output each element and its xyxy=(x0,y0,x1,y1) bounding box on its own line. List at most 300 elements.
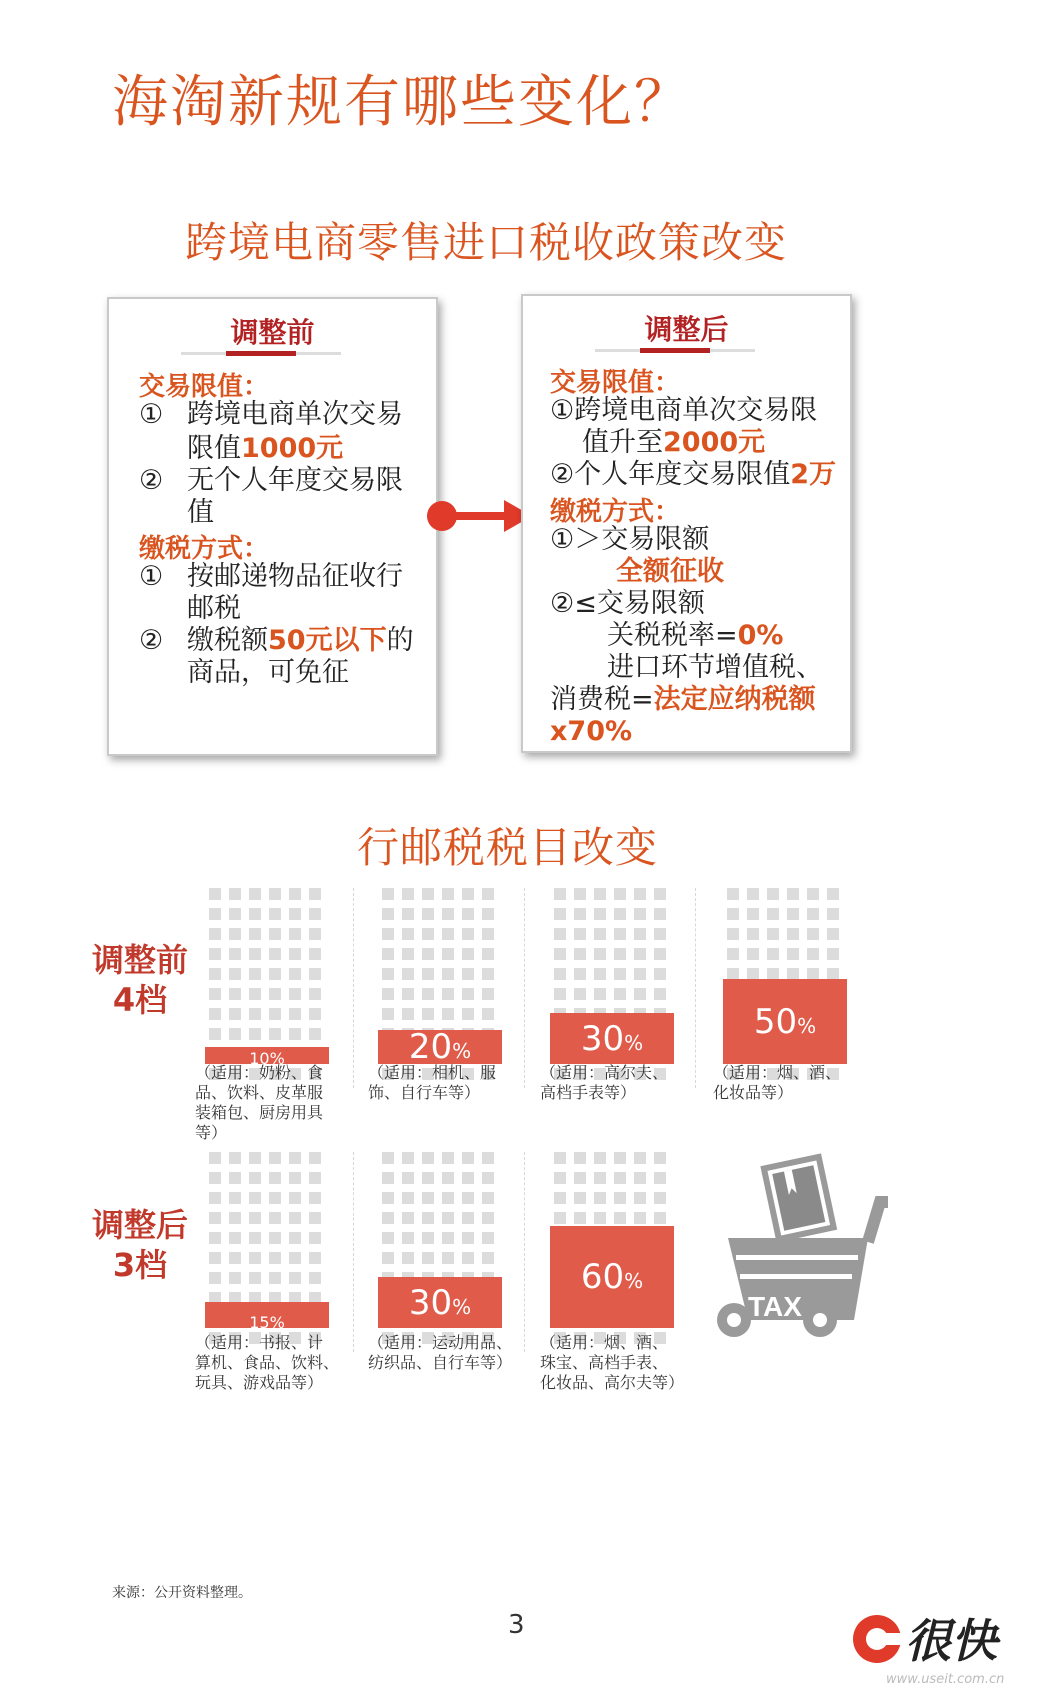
grid-cell xyxy=(634,908,646,920)
grid-cell xyxy=(249,1212,261,1224)
divider xyxy=(524,1152,525,1352)
grid-cell xyxy=(422,1192,434,1204)
grid-cell xyxy=(402,908,414,920)
grid-cell xyxy=(402,1192,414,1204)
grid-cell xyxy=(482,1192,494,1204)
tier-note: （适用：运动用品、 纺织品、自行车等） xyxy=(368,1333,513,1372)
after-tax-item-2: ②≤交易限额 xyxy=(550,588,705,619)
grid-cell xyxy=(787,908,799,920)
before-limit-label: 交易限值： xyxy=(139,372,270,402)
grid-cell xyxy=(614,1152,626,1164)
after-vat-line-2: 消费税=法定应纳税额 xyxy=(550,684,816,715)
grid-cell xyxy=(614,1192,626,1204)
tier-rate-label: 60% xyxy=(580,1257,644,1297)
grid-cell xyxy=(289,1192,301,1204)
grid-cell xyxy=(269,928,281,940)
before-limit-item-1: ① 跨境电商单次交易 xyxy=(139,399,403,430)
grid-cell xyxy=(382,1192,394,1204)
grid-cell xyxy=(382,928,394,940)
grid-cell xyxy=(462,988,474,1000)
tier-grid xyxy=(205,1152,329,1332)
after-vat-line-3: x70% xyxy=(550,716,633,747)
grid-cell xyxy=(229,1232,241,1244)
grid-cell xyxy=(422,948,434,960)
grid-cell xyxy=(249,908,261,920)
grid-cell xyxy=(249,1252,261,1264)
grid-cell xyxy=(382,988,394,1000)
grid-cell xyxy=(594,1152,606,1164)
after-year-limit-value: 2万 xyxy=(790,459,837,490)
grid-cell xyxy=(807,908,819,920)
before-tax-item-1: ① 按邮递物品征收行 xyxy=(139,561,403,592)
grid-cell xyxy=(209,1192,221,1204)
grid-cell xyxy=(249,948,261,960)
grid-cell xyxy=(574,928,586,940)
grid-cell xyxy=(402,968,414,980)
before-box-rule xyxy=(181,352,341,355)
grid-cell xyxy=(614,948,626,960)
grid-cell xyxy=(229,1028,241,1040)
grid-cell xyxy=(634,928,646,940)
grid-cell xyxy=(482,1252,494,1264)
grid-cell xyxy=(402,928,414,940)
grid-cell xyxy=(422,928,434,940)
grid-cell xyxy=(442,888,454,900)
before-tax-label: 缴税方式： xyxy=(139,534,270,564)
tier-grid xyxy=(723,888,847,1064)
grid-cell xyxy=(482,1212,494,1224)
grid-cell xyxy=(249,1172,261,1184)
grid-cell xyxy=(747,948,759,960)
grid-cell xyxy=(249,988,261,1000)
grid-cell xyxy=(209,1212,221,1224)
grid-cell xyxy=(422,1152,434,1164)
grid-cell xyxy=(309,1028,321,1040)
grid-cell xyxy=(594,988,606,1000)
grid-cell xyxy=(574,1192,586,1204)
grid-cell xyxy=(289,988,301,1000)
divider xyxy=(695,888,696,1088)
grid-cell xyxy=(482,1172,494,1184)
grid-cell xyxy=(787,888,799,900)
grid-cell xyxy=(574,968,586,980)
grid-cell xyxy=(767,928,779,940)
grid-cell xyxy=(249,1028,261,1040)
grid-cell xyxy=(727,928,739,940)
grid-cell xyxy=(634,988,646,1000)
tax-cart-icon xyxy=(708,1150,893,1350)
grid-cell xyxy=(422,988,434,1000)
grid-cell xyxy=(402,1172,414,1184)
grid-cell xyxy=(482,988,494,1000)
grid-cell xyxy=(229,1192,241,1204)
grid-cell xyxy=(442,948,454,960)
grid-cell xyxy=(249,1008,261,1020)
grid-cell xyxy=(309,1008,321,1020)
before-limit-item-2: ② 无个人年度交易限 xyxy=(139,465,403,496)
grid-cell xyxy=(462,1152,474,1164)
policy-heading: 跨境电商零售进口税收政策改变 xyxy=(185,218,788,267)
grid-cell xyxy=(382,948,394,960)
grid-cell xyxy=(249,1272,261,1284)
grid-cell xyxy=(209,968,221,980)
grid-cell xyxy=(482,948,494,960)
grid-cell xyxy=(614,968,626,980)
grid-cell xyxy=(574,1152,586,1164)
tier-note: （适用：高尔夫、 高档手表等） xyxy=(540,1063,669,1102)
grid-cell xyxy=(289,1272,301,1284)
grid-cell xyxy=(442,1192,454,1204)
grid-cell xyxy=(309,968,321,980)
grid-cell xyxy=(309,1232,321,1244)
grid-cell xyxy=(654,968,666,980)
tier-rate-label: 10% xyxy=(249,1049,285,1068)
grid-cell xyxy=(422,1212,434,1224)
grid-cell xyxy=(654,1192,666,1204)
grid-cell xyxy=(309,1172,321,1184)
grid-cell xyxy=(554,968,566,980)
grid-cell xyxy=(289,1252,301,1264)
grid-cell xyxy=(767,888,779,900)
grid-cell xyxy=(482,1152,494,1164)
grid-cell xyxy=(654,888,666,900)
grid-cell xyxy=(442,1252,454,1264)
grid-cell xyxy=(289,928,301,940)
page-number: 3 xyxy=(508,1610,525,1640)
tier-note: （适用：书报、计 算机、食品、饮料、 玩具、游戏品等） xyxy=(195,1333,340,1392)
tier-grid xyxy=(378,888,502,1067)
tier-grid xyxy=(205,888,329,1068)
grid-cell xyxy=(229,988,241,1000)
grid-cell xyxy=(209,1252,221,1264)
before-tax-item-1-cont: 邮税 xyxy=(187,593,241,624)
grid-cell xyxy=(229,1008,241,1020)
grid-cell xyxy=(229,948,241,960)
after-tax-item-1: ①＞交易限额 xyxy=(550,524,710,555)
grid-cell xyxy=(229,1172,241,1184)
grid-cell xyxy=(807,888,819,900)
grid-cell xyxy=(727,908,739,920)
grid-cell xyxy=(422,908,434,920)
grid-cell xyxy=(614,928,626,940)
grid-cell xyxy=(442,1232,454,1244)
divider xyxy=(524,888,525,1088)
after-vat-line-1: 进口环节增值税、 xyxy=(607,652,823,683)
grid-cell xyxy=(807,948,819,960)
grid-cell xyxy=(382,1172,394,1184)
grid-cell xyxy=(482,908,494,920)
grid-cell xyxy=(827,948,839,960)
grid-cell xyxy=(422,888,434,900)
grid-cell xyxy=(442,1152,454,1164)
grid-cell xyxy=(787,928,799,940)
tier-rate-label: 15% xyxy=(249,1313,285,1332)
grid-cell xyxy=(442,928,454,940)
grid-cell xyxy=(309,908,321,920)
after-box-title: 调整后 xyxy=(644,313,729,346)
divider xyxy=(353,1152,354,1352)
grid-cell xyxy=(309,1272,321,1284)
grid-cell xyxy=(462,1008,474,1020)
grid-cell xyxy=(269,1252,281,1264)
grid-cell xyxy=(249,1192,261,1204)
grid-cell xyxy=(727,948,739,960)
grid-cell xyxy=(827,888,839,900)
grid-cell xyxy=(229,1152,241,1164)
after-tax-label: 缴税方式： xyxy=(550,497,681,527)
grid-cell xyxy=(462,888,474,900)
tier-rate-label: 20% xyxy=(408,1027,472,1067)
grid-cell xyxy=(269,1272,281,1284)
grid-cell xyxy=(209,948,221,960)
grid-cell xyxy=(554,1192,566,1204)
grid-cell xyxy=(482,1232,494,1244)
grid-cell xyxy=(614,888,626,900)
grid-cell xyxy=(727,888,739,900)
grid-cell xyxy=(554,928,566,940)
grid-cell xyxy=(289,968,301,980)
grid-cell xyxy=(269,988,281,1000)
grid-cell xyxy=(442,968,454,980)
grid-cell xyxy=(402,1232,414,1244)
grid-cell xyxy=(209,1272,221,1284)
page-title: 海淘新规有哪些变化？ xyxy=(112,70,692,135)
grid-cell xyxy=(309,1192,321,1204)
grid-cell xyxy=(269,1172,281,1184)
grid-cell xyxy=(249,888,261,900)
grid-cell xyxy=(747,888,759,900)
grid-cell xyxy=(269,1152,281,1164)
grid-cell xyxy=(229,1212,241,1224)
grid-cell xyxy=(554,1212,566,1224)
grid-cell xyxy=(309,1152,321,1164)
grid-cell xyxy=(209,888,221,900)
grid-cell xyxy=(289,1212,301,1224)
tier-note: （适用：烟、酒、 珠宝、高档手表、 化妆品、高尔夫等） xyxy=(540,1333,685,1392)
grid-cell xyxy=(614,1212,626,1224)
grid-cell xyxy=(249,928,261,940)
grid-cell xyxy=(462,1172,474,1184)
grid-cell xyxy=(289,1008,301,1020)
grid-cell xyxy=(289,1152,301,1164)
grid-cell xyxy=(422,1172,434,1184)
tier-grid xyxy=(550,888,674,1064)
grid-cell xyxy=(554,908,566,920)
grid-cell xyxy=(634,948,646,960)
source-note: 来源：公开资料整理。 xyxy=(112,1585,252,1601)
cart-tax-label: TAX xyxy=(748,1291,802,1322)
grid-cell xyxy=(382,888,394,900)
grid-cell xyxy=(442,1212,454,1224)
grid-cell xyxy=(462,1192,474,1204)
before-box-title: 调整前 xyxy=(230,316,315,349)
after-tier-label: 调整后 3档 xyxy=(91,1206,188,1284)
grid-cell xyxy=(209,1152,221,1164)
grid-cell xyxy=(654,948,666,960)
grid-cell xyxy=(382,908,394,920)
grid-cell xyxy=(289,1172,301,1184)
after-limit-item-1-cont: 值升至2000元 xyxy=(582,427,766,458)
grid-cell xyxy=(402,988,414,1000)
before-tax-item-2: ② 缴税额50元以下的 xyxy=(139,625,414,656)
grid-cell xyxy=(229,908,241,920)
grid-cell xyxy=(309,988,321,1000)
before-limit-item-2-cont: 值 xyxy=(187,497,214,528)
grid-cell xyxy=(747,908,759,920)
grid-cell xyxy=(269,948,281,960)
grid-cell xyxy=(309,928,321,940)
grid-cell xyxy=(229,1252,241,1264)
grid-cell xyxy=(574,908,586,920)
grid-cell xyxy=(574,1212,586,1224)
grid-cell xyxy=(382,1152,394,1164)
grid-cell xyxy=(209,1008,221,1020)
grid-cell xyxy=(594,908,606,920)
grid-cell xyxy=(382,1212,394,1224)
grid-cell xyxy=(209,1172,221,1184)
tier-grid xyxy=(378,1152,502,1328)
grid-cell xyxy=(249,1152,261,1164)
grid-cell xyxy=(554,1152,566,1164)
grid-cell xyxy=(229,928,241,940)
grid-cell xyxy=(654,908,666,920)
grid-cell xyxy=(442,1008,454,1020)
grid-cell xyxy=(462,968,474,980)
grid-cell xyxy=(614,988,626,1000)
grid-cell xyxy=(554,888,566,900)
grid-cell xyxy=(594,1192,606,1204)
tier-note: （适用：奶粉、食 品、饮料、皮革服 装箱包、厨房用具 等） xyxy=(195,1063,324,1142)
grid-cell xyxy=(382,1232,394,1244)
grid-cell xyxy=(574,988,586,1000)
grid-cell xyxy=(209,908,221,920)
grid-cell xyxy=(594,928,606,940)
grid-cell xyxy=(442,908,454,920)
grid-cell xyxy=(209,928,221,940)
grid-cell xyxy=(827,928,839,940)
grid-cell xyxy=(229,968,241,980)
after-tariff-rate: 关税税率=0% xyxy=(607,620,784,651)
grid-cell xyxy=(574,948,586,960)
grid-cell xyxy=(554,988,566,1000)
grid-cell xyxy=(269,1008,281,1020)
grid-cell xyxy=(634,968,646,980)
before-limit-value: 1000元 xyxy=(241,433,344,464)
grid-cell xyxy=(309,948,321,960)
grid-cell xyxy=(462,1232,474,1244)
grid-cell xyxy=(402,948,414,960)
before-tier-label: 调整前 4档 xyxy=(91,941,188,1019)
grid-cell xyxy=(269,1232,281,1244)
grid-cell xyxy=(209,1028,221,1040)
grid-cell xyxy=(269,888,281,900)
grid-cell xyxy=(289,908,301,920)
grid-cell xyxy=(382,1252,394,1264)
grid-cell xyxy=(289,1232,301,1244)
tier-grid xyxy=(550,1152,674,1328)
grid-cell xyxy=(269,1212,281,1224)
grid-cell xyxy=(462,1212,474,1224)
grid-cell xyxy=(554,948,566,960)
grid-cell xyxy=(209,988,221,1000)
grid-cell xyxy=(462,948,474,960)
grid-cell xyxy=(402,1152,414,1164)
tier-rate-label: 30% xyxy=(580,1018,644,1059)
tier-note: （适用：相机、服 饰、自行车等） xyxy=(368,1063,497,1102)
grid-cell xyxy=(422,1232,434,1244)
grid-cell xyxy=(574,1172,586,1184)
grid-cell xyxy=(594,948,606,960)
grid-cell xyxy=(249,968,261,980)
grid-cell xyxy=(594,1172,606,1184)
grid-cell xyxy=(269,1028,281,1040)
grid-cell xyxy=(574,888,586,900)
grid-cell xyxy=(382,968,394,980)
brand-logo-icon xyxy=(850,1612,904,1666)
grid-cell xyxy=(462,1252,474,1264)
grid-cell xyxy=(249,1232,261,1244)
grid-cell xyxy=(482,1008,494,1020)
grid-cell xyxy=(382,1008,394,1020)
grid-cell xyxy=(654,1152,666,1164)
grid-cell xyxy=(209,1232,221,1244)
grid-cell xyxy=(462,928,474,940)
grid-cell xyxy=(654,988,666,1000)
grid-cell xyxy=(634,1212,646,1224)
grid-cell xyxy=(482,888,494,900)
before-tax-item-2-cont: 商品，可免征 xyxy=(187,657,349,688)
grid-cell xyxy=(402,888,414,900)
grid-cell xyxy=(654,1172,666,1184)
grid-cell xyxy=(442,988,454,1000)
after-box-rule xyxy=(595,349,755,352)
grid-cell xyxy=(482,928,494,940)
tier-rate-label: 50% xyxy=(753,1001,817,1042)
tier-note: （适用：烟、酒、 化妆品等） xyxy=(713,1063,842,1102)
watermark: www.useit.com.cn xyxy=(886,1672,1005,1687)
after-limit-item-1: ①跨境电商单次交易限 xyxy=(550,395,818,426)
before-limit-item-1-cont: 限值1000元 xyxy=(187,433,344,464)
after-tax-item-1-value: 全额征收 xyxy=(616,556,724,587)
grid-cell xyxy=(402,1252,414,1264)
grid-cell xyxy=(422,1252,434,1264)
tier-rate-label: 30% xyxy=(408,1282,472,1323)
after-limit-value: 2000元 xyxy=(663,427,766,458)
grid-cell xyxy=(787,948,799,960)
grid-cell xyxy=(269,1192,281,1204)
grid-cell xyxy=(807,928,819,940)
grid-cell xyxy=(614,1172,626,1184)
arrow-right-icon xyxy=(424,496,534,536)
grid-cell xyxy=(402,1212,414,1224)
grid-cell xyxy=(402,1008,414,1020)
grid-cell xyxy=(269,908,281,920)
grid-cell xyxy=(309,888,321,900)
grid-cell xyxy=(554,1172,566,1184)
grid-cell xyxy=(634,888,646,900)
grid-cell xyxy=(634,1192,646,1204)
grid-cell xyxy=(594,888,606,900)
grid-cell xyxy=(594,968,606,980)
grid-cell xyxy=(482,968,494,980)
grid-cell xyxy=(289,1028,301,1040)
brand-name: 很快 xyxy=(905,1614,997,1668)
grid-cell xyxy=(442,1172,454,1184)
grid-cell xyxy=(309,1252,321,1264)
grid-cell xyxy=(654,1212,666,1224)
grid-cell xyxy=(614,908,626,920)
grid-cell xyxy=(654,928,666,940)
